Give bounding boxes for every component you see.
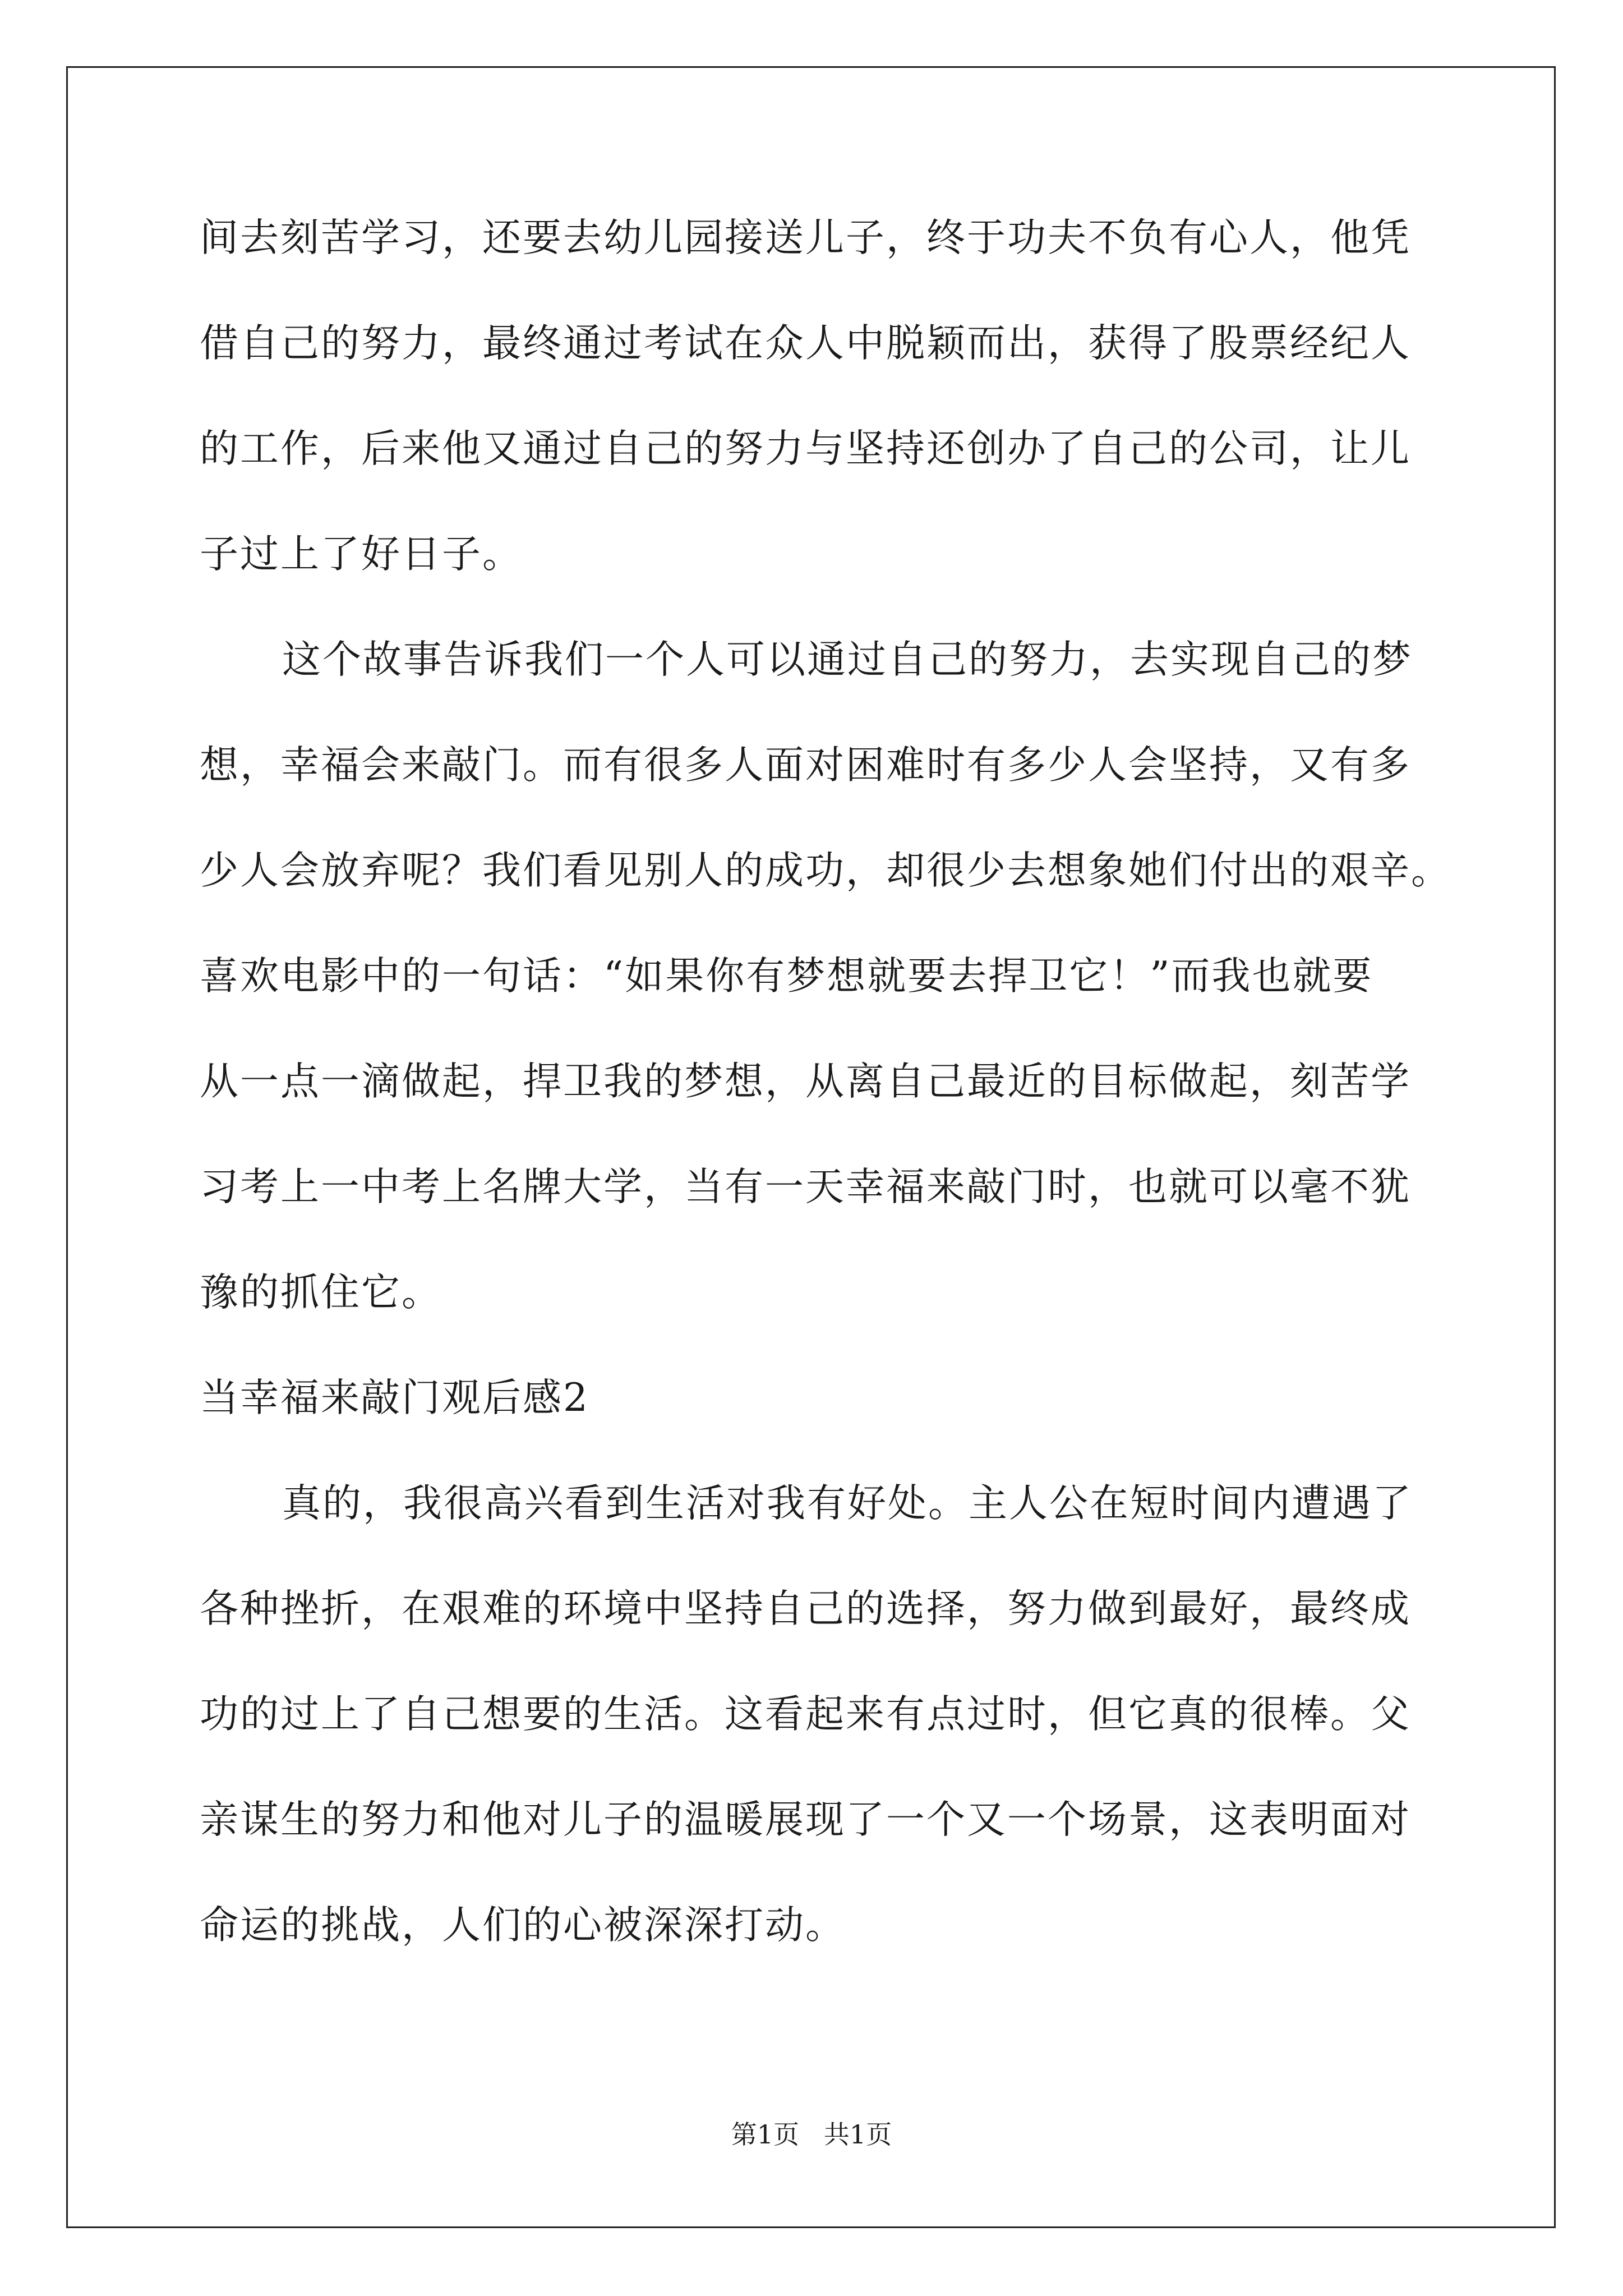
text-line: 习考上一中考上名牌大学，当有一天幸福来敲门时，也就可以毫不犹 bbox=[200, 1165, 1411, 1209]
paragraph-3 bbox=[200, 1451, 1433, 1978]
text-line: 这个故事告诉我们一个人可以通过自己的努力，去实现自己的梦 bbox=[282, 637, 1413, 682]
text-line: 借自己的努力，最终通过考试在众人中脱颖而出，获得了股票经纪人 bbox=[200, 321, 1411, 366]
document-body bbox=[200, 185, 1451, 1978]
text-line: 从一点一滴做起，捍卫我的梦想，从离自己最近的目标做起，刻苦学 bbox=[200, 1059, 1411, 1104]
text-line: 少人会放弃呢？我们看见别人的成功，却很少去想象她们付出的艰辛。 bbox=[200, 848, 1451, 893]
text-line: 功的过上了自己想要的生活。这看起来有点过时，但它真的很棒。父 bbox=[200, 1692, 1411, 1737]
text-line: 的工作，后来他又通过自己的努力与坚持还创办了自己的公司，让儿 bbox=[200, 426, 1411, 471]
text-line: 喜欢电影中的一句话：“如果你有梦想就要去捍卫它！”而我也就要 bbox=[200, 954, 1373, 999]
text-line: 真的，我很高兴看到生活对我有好处。主人公在短时间内遭遇了 bbox=[282, 1481, 1413, 1526]
page-footer: 第1页 共1页 bbox=[731, 2119, 892, 2150]
text-line: 亲谋生的努力和他对儿子的温暖展现了一个又一个场景，这表明面对 bbox=[200, 1797, 1411, 1842]
text-line: 各种挫折，在艰难的环境中坚持自己的选择，努力做到最好，最终成 bbox=[200, 1586, 1411, 1631]
paragraph-1 bbox=[200, 185, 1433, 607]
text-line: 间去刻苦学习，还要去幼儿园接送儿子，终于功夫不负有心人，他凭 bbox=[200, 215, 1411, 260]
text-line: 豫的抓住它。 bbox=[200, 1270, 442, 1315]
section-heading: 当幸福来敲门观后感2 bbox=[200, 1375, 589, 1420]
text-line: 命运的挑战，人们的心被深深打动。 bbox=[200, 1903, 846, 1948]
text-line: 想，幸福会来敲门。而有很多人面对困难时有多少人会坚持，又有多 bbox=[200, 743, 1411, 788]
paragraph-2 bbox=[200, 607, 1451, 1345]
text-line: 子过上了好日子。 bbox=[200, 532, 523, 577]
